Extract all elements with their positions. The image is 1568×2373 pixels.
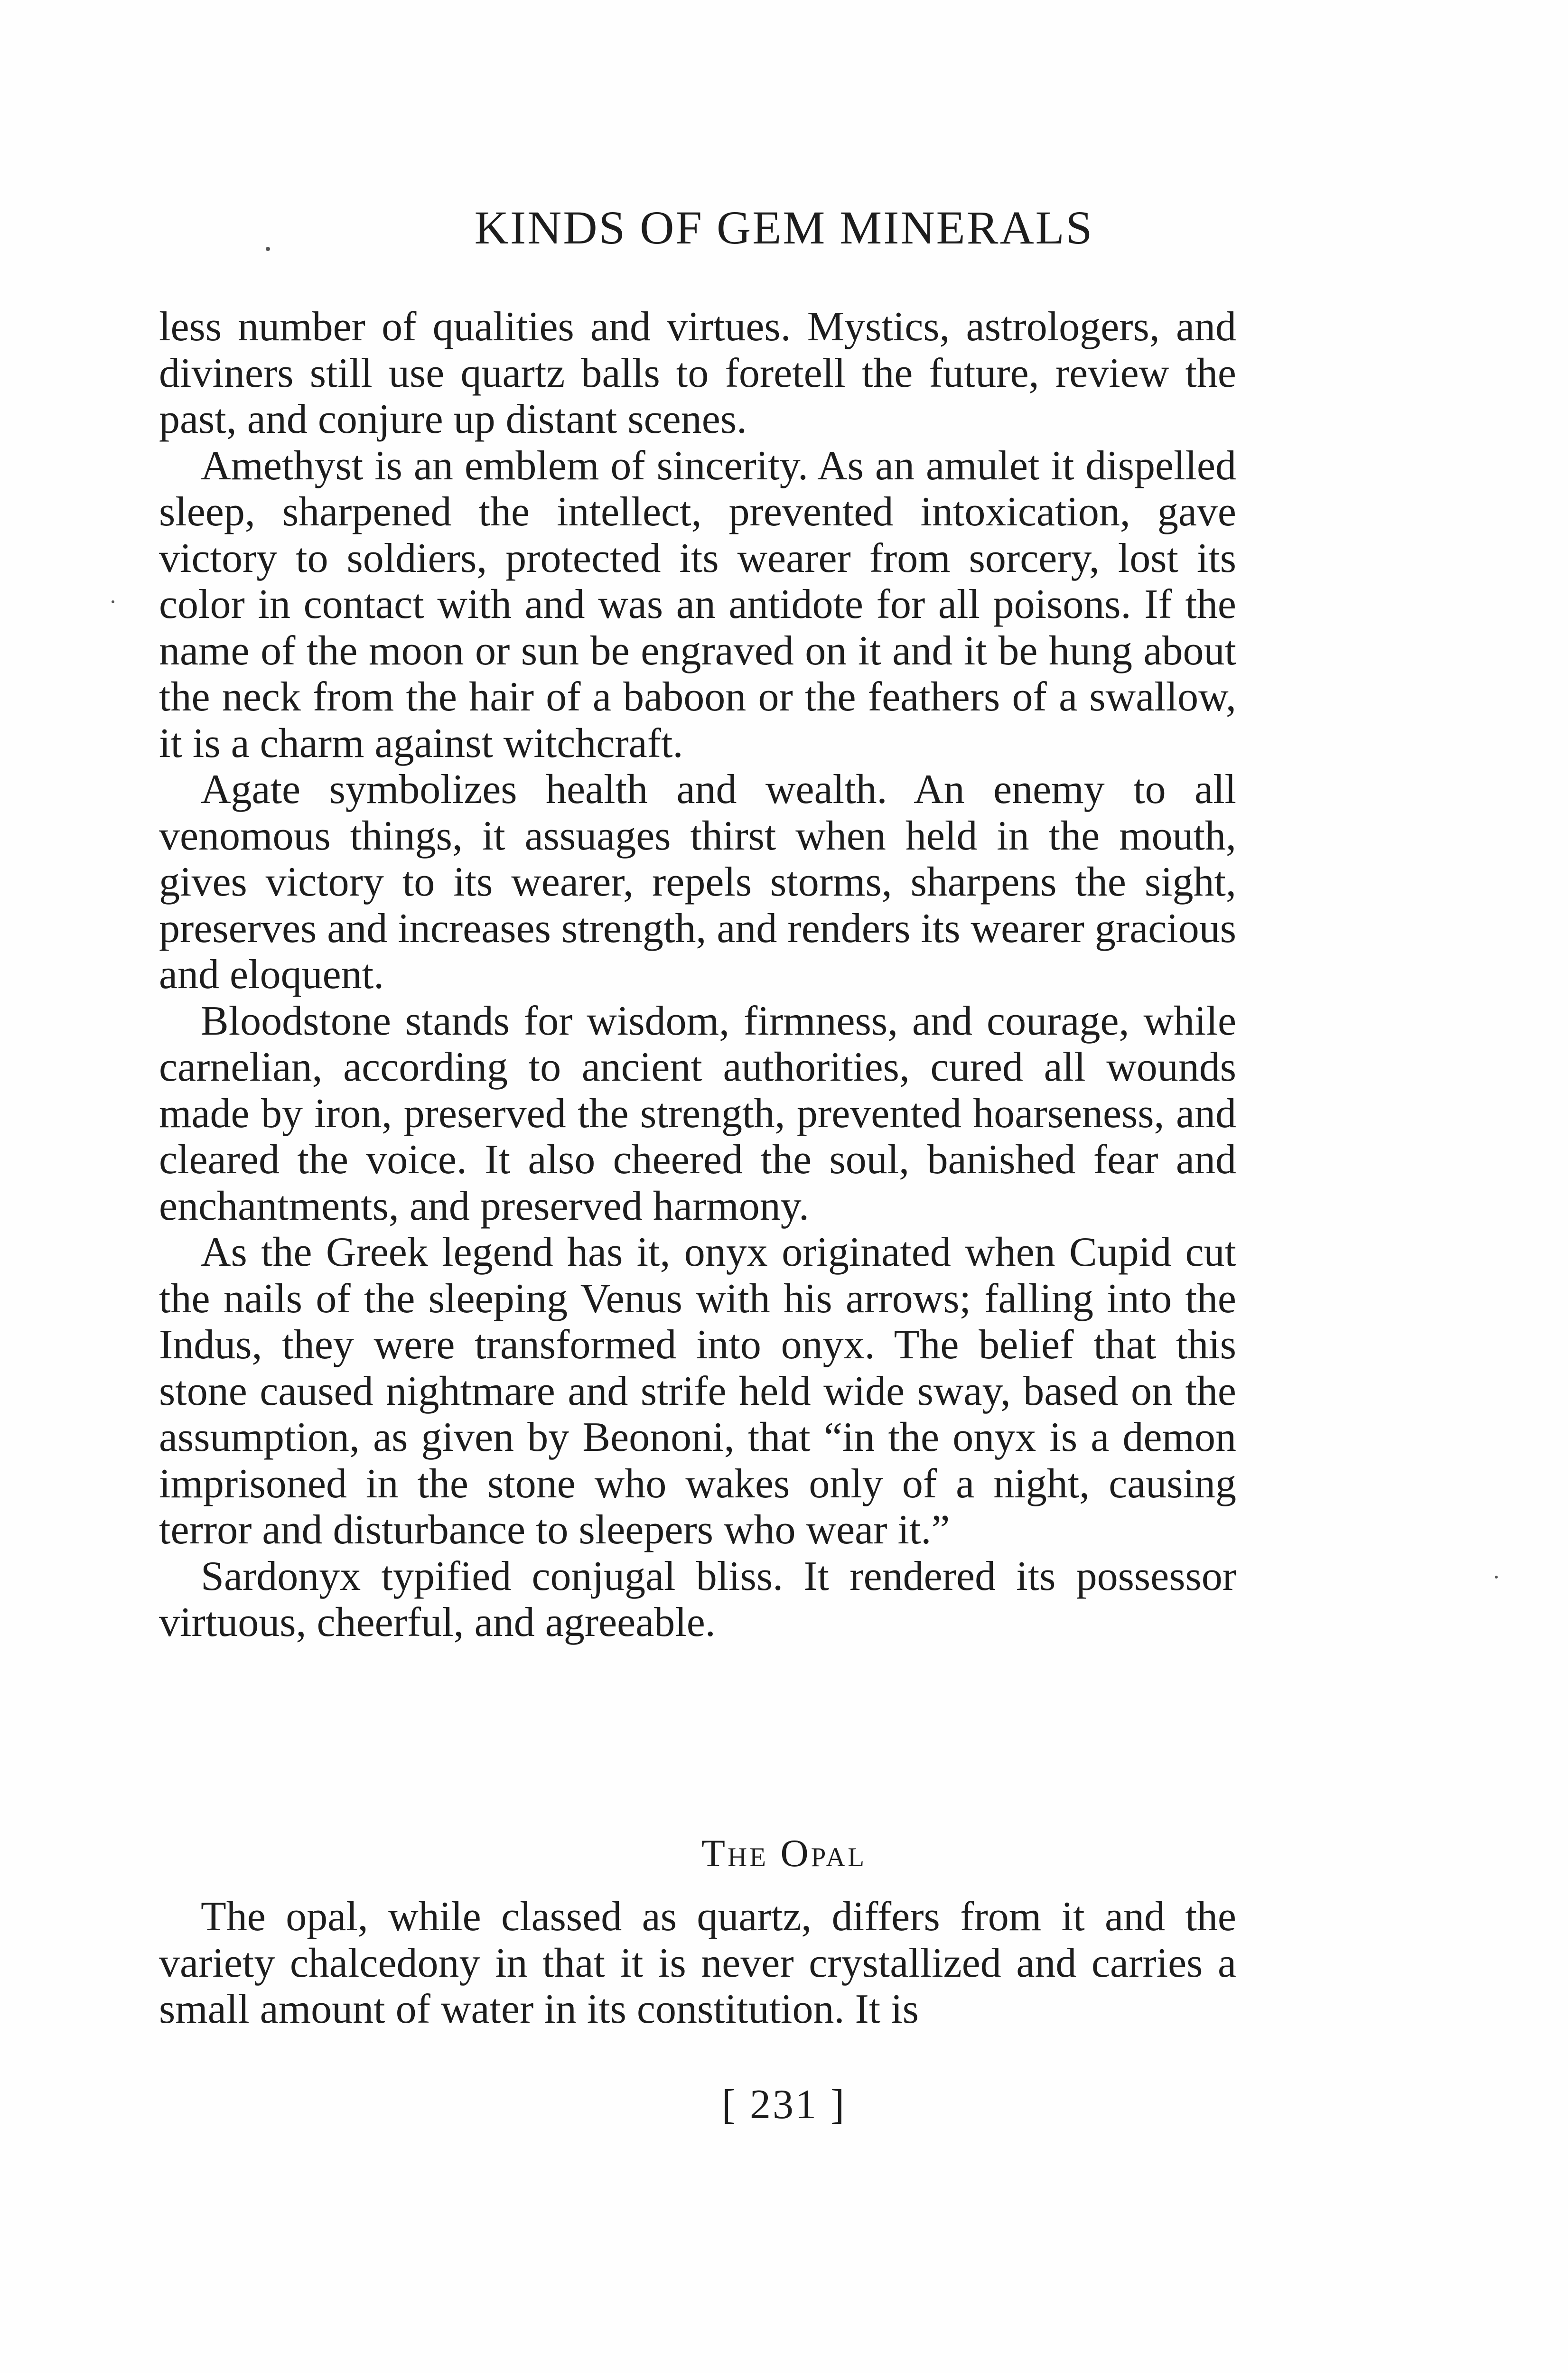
print-speck	[1495, 1576, 1498, 1579]
paragraph-amethyst: Amethyst is an emblem of sincerity. As an amulet it dispelled sleep, sharpened the intellect, prevented intoxication, gave victory to soldiers, protected its wearer from sorcery, lost its color in contact with and was an antidote for all poisons. If the name of the moon or sun be engraved on it and it be hung about the neck from the hair of a baboon or the feathers of a swallow, it is a charm against witchcraft.	[159, 442, 1236, 766]
print-speck	[112, 600, 114, 603]
print-speck	[266, 247, 270, 251]
body-text-bottom	[159, 1894, 1236, 2033]
paragraph-bloodstone: Bloodstone stands for wisdom, firmness, and courage, while carnelian, according to ancient authorities, cured all wounds made by iron, preserved the strength, prevented hoarseness, and cleared the voice. It also cheered the soul, banished fear and enchantments, and preserved harmony.	[159, 998, 1236, 1229]
paragraph-opal: The opal, while classed as quartz, differs from it and the variety chalcedony in that it is never crystallized and carries a small amount of water in its constitution. It is	[159, 1894, 1236, 2032]
running-head: KINDS OF GEM MINERALS	[474, 201, 1094, 254]
paragraph-onyx: As the Greek legend has it, onyx originated when Cupid cut the nails of the sleeping Venus with his arrows; falling into the Indus, they were transformed into onyx. The belief that this stone caused nightmare and strife held wide sway, based on the assumption, as given by Beononi, that “in the onyx is a demon imprisoned in the stone who wakes only of a night, causing terror and disturbance to sleepers who wear it.”	[159, 1229, 1236, 1553]
page-number: [ 231 ]	[721, 2082, 847, 2128]
paragraph-agate: Agate symbolizes health and wealth. An enemy to all venomous things, it assuages thirst when held in the mouth, gives victory to its wearer, repels storms, sharpens the sight, preserves and increases strength, and renders its wearer gracious and eloquent.	[159, 766, 1236, 998]
paragraph-continuation: less number of qualities and virtues. Mystics, astrologers, and diviners still use quartz balls to foretell the future, review the past, and conjure up distant scenes.	[159, 304, 1236, 442]
section-heading: The Opal	[701, 1831, 867, 1875]
paragraph-sardonyx: Sardonyx typified conjugal bliss. It rendered its possessor virtuous, cheerful, and agreeable.	[159, 1553, 1236, 1645]
body-text-top	[159, 304, 1236, 1646]
